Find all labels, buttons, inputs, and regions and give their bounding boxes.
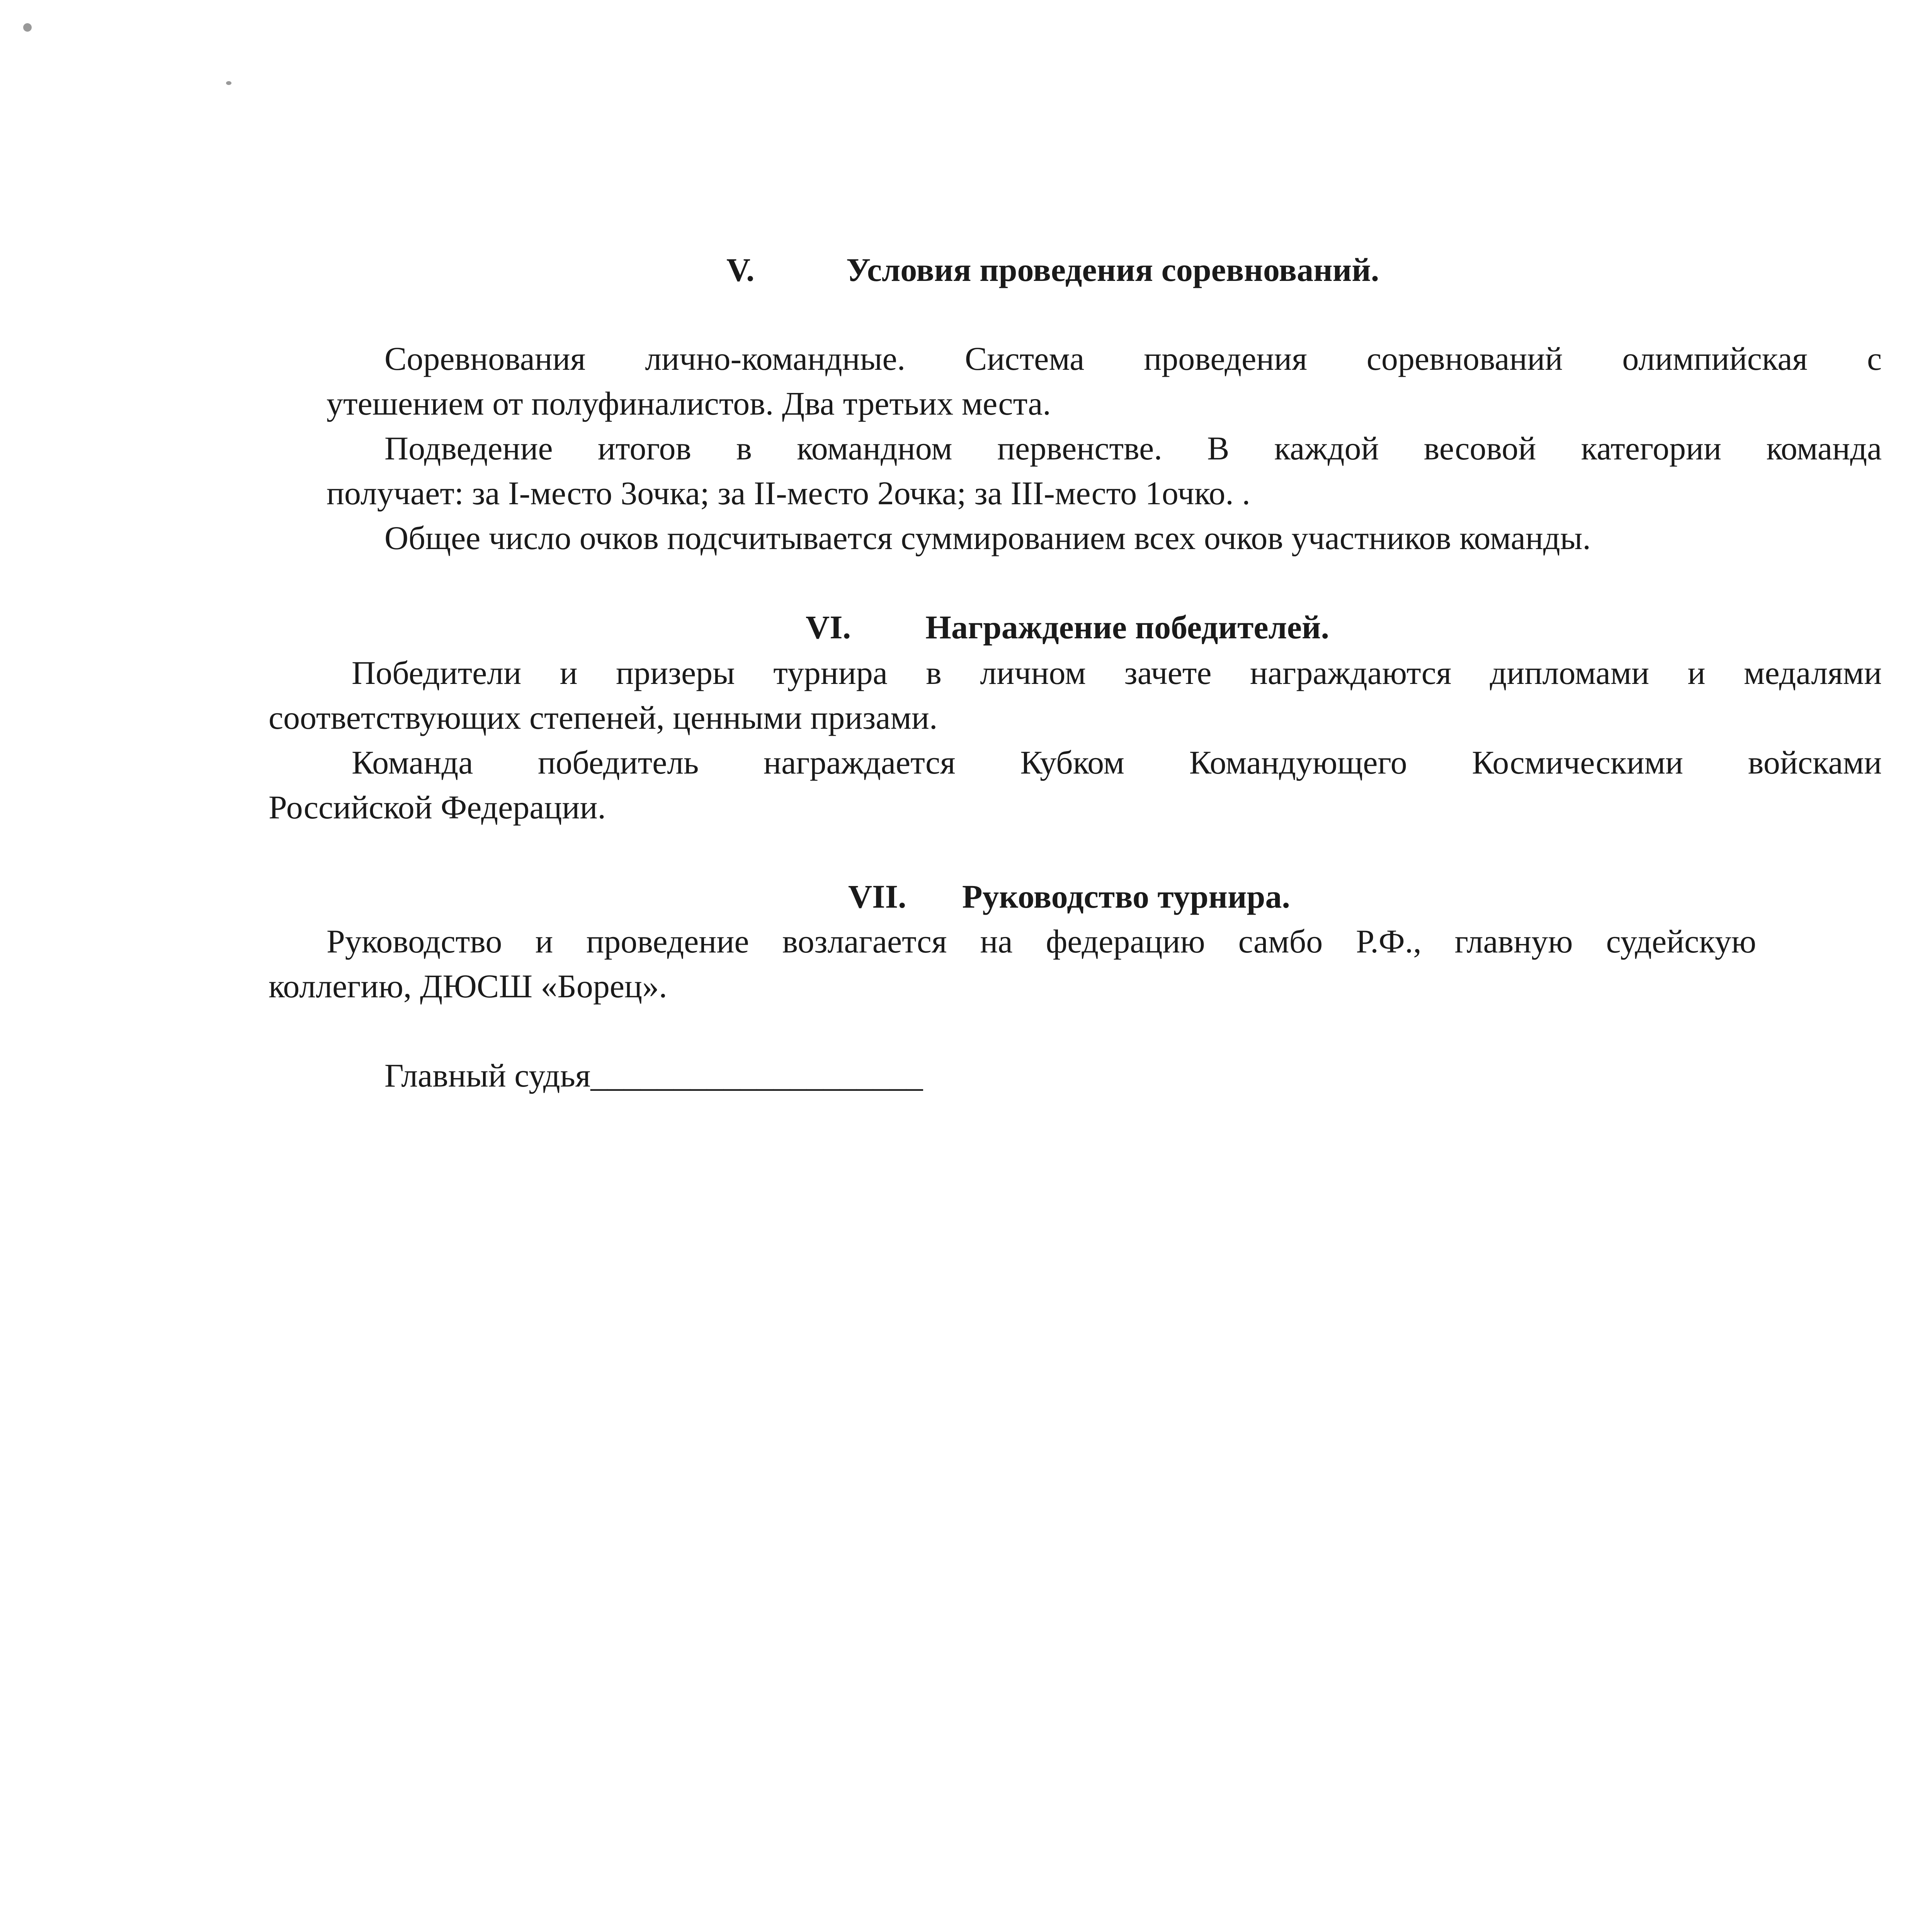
section-vi-paragraph-2-line-1: Команда победитель награждается Кубком Командующего Космическими войсками <box>352 744 1882 781</box>
scan-speck <box>226 81 231 85</box>
scan-speck <box>23 23 32 32</box>
section-vii-paragraph-1-line-1: Руководство и проведение возлагается на федерацию самбо Р.Ф., главную судейскую <box>327 923 1756 960</box>
section-vii-number: VII. <box>848 878 906 915</box>
section-v-paragraph-2-line-1: Подведение итогов в командном первенстве. В каждой весовой категории команда <box>384 430 1882 467</box>
section-vii-paragraph-1-line-2: коллегию, ДЮСШ «Борец». <box>269 968 667 1005</box>
section-vi-paragraph-2-line-2: Российской Федерации. <box>269 789 606 826</box>
chief-judge-signature-line: Главный судья____________________ <box>384 1057 923 1094</box>
section-vi-heading <box>806 605 1329 650</box>
section-v-number: V. <box>726 251 755 288</box>
section-vi-paragraph-1-line-1: Победители и призеры турнира в личном зачете награждаются дипломами и медалями <box>352 654 1882 691</box>
section-v-paragraph-3-line-1: Общее число очков подсчитывается суммированием всех очков участников команды. <box>384 519 1591 556</box>
section-v-paragraph-1-line-1: Соревнования лично-командные. Система проведения соревнований олимпийская с <box>384 340 1882 377</box>
section-vi-paragraph-1-line-2: соответствующих степеней, ценными призами. <box>269 699 938 736</box>
section-v-title: Условия проведения соревнований. <box>846 251 1379 288</box>
section-vi-number: VI. <box>806 609 851 646</box>
section-v-paragraph-2-line-2: получает: за I-место 3очка; за II-место 2очка; за III-место 1очко. . <box>327 474 1250 512</box>
section-v-paragraph-1-line-2: утешением от полуфиналистов. Два третьих места. <box>327 385 1051 422</box>
section-vi-title: Награждение победителей. <box>925 609 1329 646</box>
section-v-heading <box>726 247 1379 292</box>
section-vii-title: Руководство турнира. <box>962 878 1290 915</box>
section-vii-heading <box>848 874 1290 919</box>
